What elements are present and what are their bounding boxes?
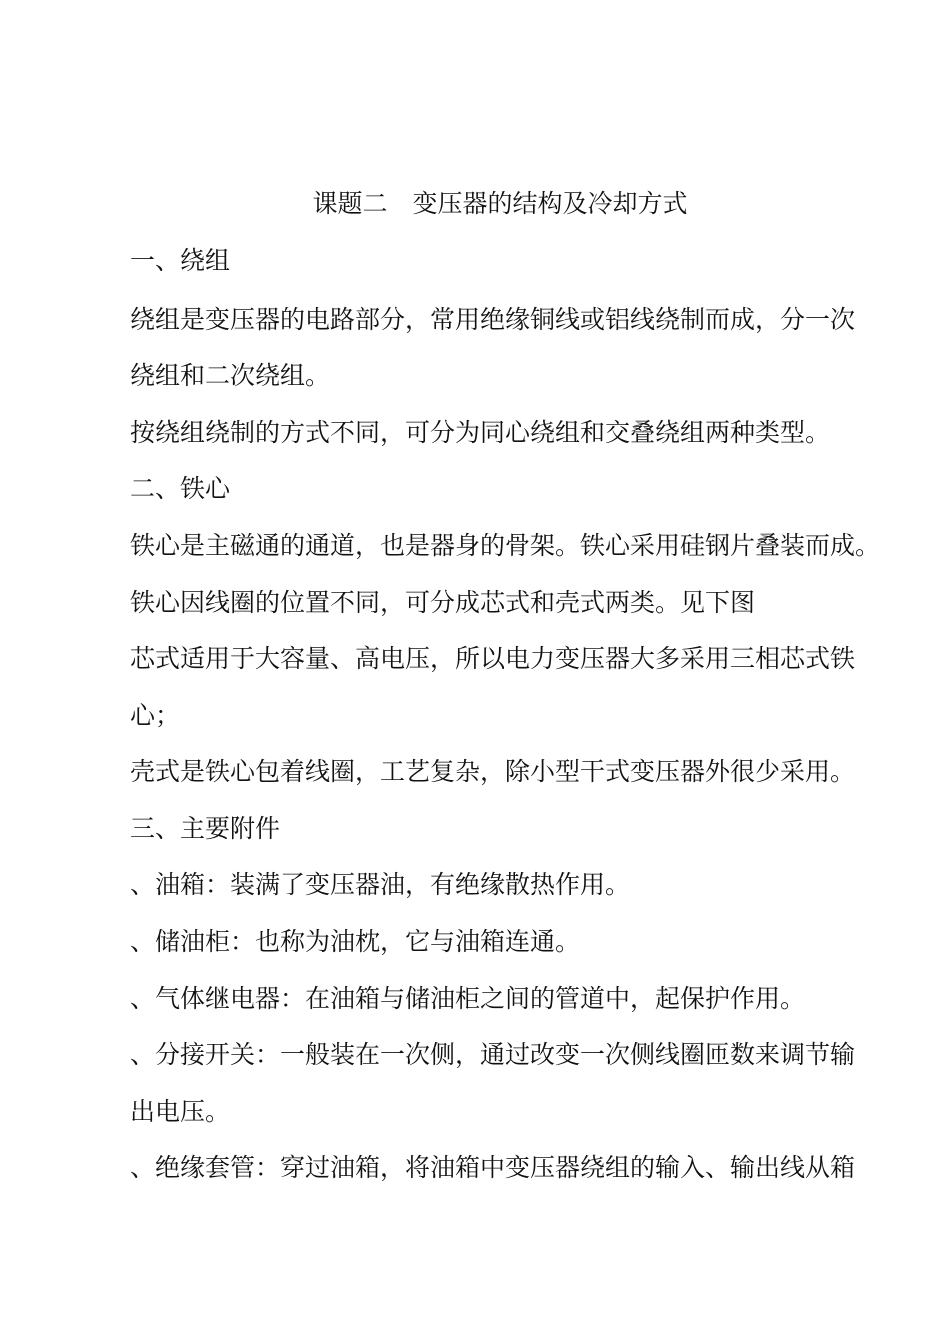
- section-heading-winding: 一、绕组: [130, 246, 231, 275]
- section-heading-accessories: 三、主要附件: [130, 814, 281, 843]
- paragraph-core-3-line-1: 芯式适用于大容量、高电压，所以电力变压器大多采用三相芯式铁: [130, 644, 856, 673]
- list-item-oil-tank: 、油箱：装满了变压器油，有绝缘散热作用。: [130, 870, 631, 899]
- section-heading-core: 二、铁心: [130, 474, 231, 503]
- list-item-gas-relay: 、气体继电器：在油箱与储油柜之间的管道中，起保护作用。: [130, 984, 806, 1013]
- list-item-tap-changer-line-1: 、分接开关：一般装在一次侧，通过改变一次侧线圈匝数来调节输: [130, 1040, 856, 1069]
- paragraph-core-1: 铁心是主磁通的通道，也是器身的骨架。铁心采用硅钢片叠装而成。: [130, 531, 881, 560]
- list-item-tap-changer-line-2: 出电压。: [130, 1097, 231, 1126]
- list-item-conservator: 、储油柜：也称为油枕，它与油箱连通。: [130, 927, 581, 956]
- paragraph-winding-2: 按绕组绕制的方式不同，可分为同心绕组和交叠绕组两种类型。: [130, 418, 831, 447]
- list-item-bushing-line-1: 、绝缘套管：穿过油箱，将油箱中变压器绕组的输入、输出线从箱: [130, 1153, 856, 1182]
- paragraph-winding-1-line-1: 绕组是变压器的电路部分，常用绝缘铜线或铝线绕制而成，分一次: [130, 305, 856, 334]
- page-title: 课题二 变压器的结构及冷却方式: [312, 189, 688, 218]
- paragraph-core-3-line-2: 心；: [130, 701, 181, 730]
- paragraph-core-4: 壳式是铁心包着线圈，工艺复杂，除小型干式变压器外很少采用。: [130, 757, 856, 786]
- paragraph-core-2: 铁心因线圈的位置不同，可分成芯式和壳式两类。见下图: [130, 588, 756, 617]
- paragraph-winding-1-line-2: 绕组和二次绕组。: [130, 361, 331, 390]
